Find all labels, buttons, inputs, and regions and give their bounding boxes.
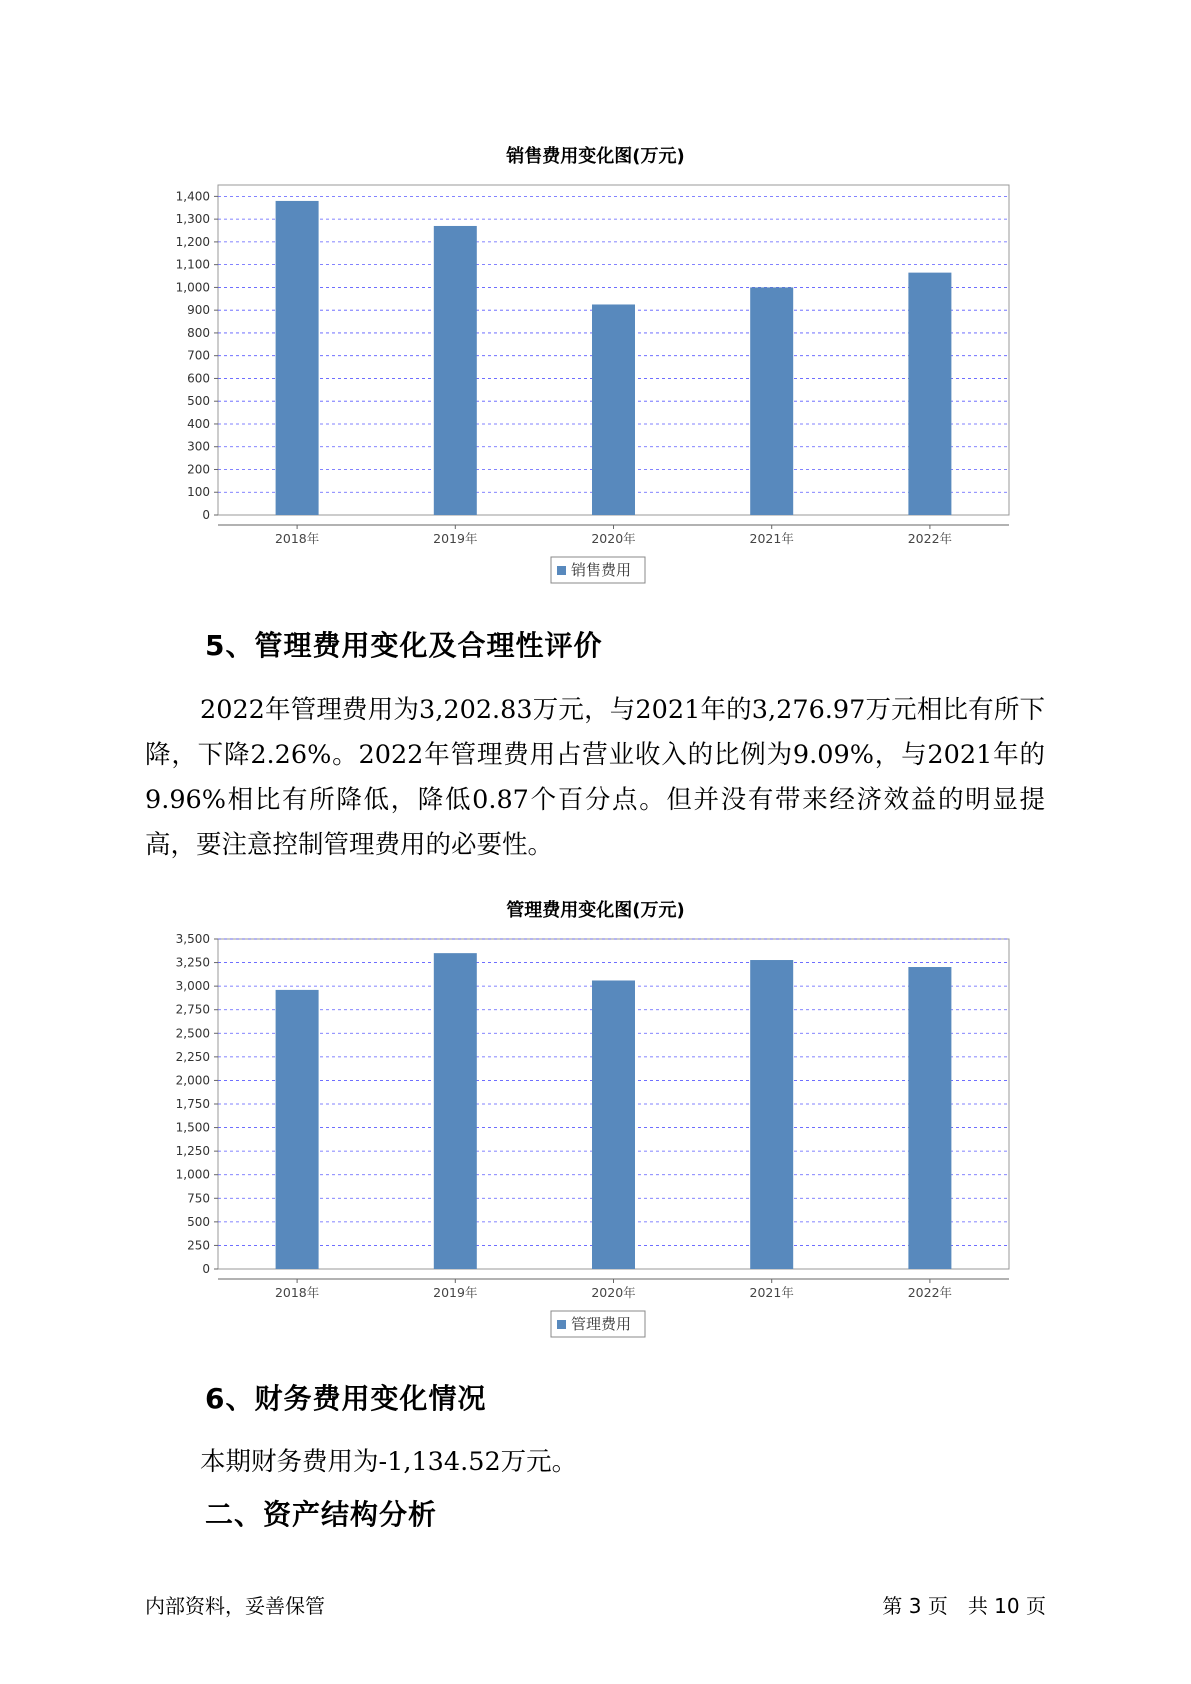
bar-2020年 (592, 304, 635, 515)
y-tick-label: 2,750 (175, 1002, 210, 1017)
x-tick-label: 2020年 (591, 531, 636, 546)
bar-2019年 (434, 953, 477, 1269)
x-tick-label: 2018年 (274, 1285, 320, 1300)
bar-2022年 (908, 273, 951, 515)
y-tick-label: 300 (187, 439, 210, 454)
x-tick-label: 2022年 (907, 531, 953, 546)
x-tick-label: 2021年 (749, 531, 794, 546)
y-tick-label: 1,300 (175, 212, 210, 227)
footer-page-number: 第 3 页 共 10 页 (882, 1594, 1046, 1618)
section-6-paragraph: 本期财务费用为-1,134.52万元。 (200, 1447, 578, 1477)
y-tick-label: 250 (187, 1238, 210, 1253)
y-tick-label: 750 (187, 1191, 210, 1206)
y-tick-label: 2,500 (175, 1026, 210, 1041)
y-tick-label: 400 (187, 416, 210, 431)
x-tick-label: 2020年 (591, 1285, 636, 1300)
y-tick-label: 1,250 (175, 1144, 210, 1159)
y-tick-label: 3,250 (175, 955, 210, 970)
bar-2021年 (750, 287, 793, 515)
y-tick-label: 1,750 (175, 1097, 210, 1111)
y-tick-label: 800 (187, 325, 210, 340)
legend-label: 销售费用 (571, 561, 632, 579)
y-tick-label: 500 (187, 394, 210, 409)
y-tick-label: 500 (187, 1214, 210, 1229)
y-tick-label: 2,000 (175, 1073, 210, 1088)
y-tick-label: 2,250 (175, 1049, 210, 1064)
x-tick-label: 2019年 (433, 531, 478, 546)
x-tick-label: 2022年 (907, 1285, 953, 1300)
section-6-heading: 6、财务费用变化情况 (205, 1382, 487, 1415)
bar-2020年 (592, 980, 635, 1269)
footer-confidential-note: 内部资料，妥善保管 (145, 1594, 325, 1618)
y-tick-label: 1,000 (175, 280, 210, 295)
y-tick-label: 900 (187, 303, 210, 318)
admin-expense-chart-title: 管理费用变化图(万元) (506, 900, 685, 921)
y-tick-label: 3,000 (175, 979, 210, 994)
y-tick-label: 1,000 (175, 1167, 210, 1182)
bar-2022年 (908, 967, 951, 1269)
bar-2018年 (276, 201, 319, 515)
y-tick-label: 100 (187, 485, 210, 500)
section-5-paragraph: 2022年管理费用为3,202.83万元，与2021年的3,276.97万元相比有所下降，下降2.26%。2022年管理费用占营业收入的比例为9.09%，与2021年的9.96%相比有所降低，降低0.87个百分点。但并没有带来经济效益的明显提高，要注意控制管理费用的必要性。 (145, 695, 1045, 860)
bar-2019年 (434, 226, 477, 515)
y-tick-label: 1,400 (175, 189, 210, 204)
y-tick-label: 3,500 (175, 932, 210, 946)
y-tick-label: 600 (187, 371, 210, 386)
y-tick-label: 1,500 (175, 1120, 210, 1135)
legend-label: 管理费用 (571, 1315, 632, 1333)
y-tick-label: 200 (187, 462, 210, 477)
bar-2021年 (750, 960, 793, 1269)
legend-swatch (557, 566, 566, 575)
sales-expense-chart-title: 销售费用变化图(万元) (506, 146, 685, 167)
y-tick-label: 0 (202, 508, 210, 522)
legend-swatch (557, 1320, 566, 1329)
sales-expense-chart (0, 165, 1191, 585)
admin-expense-chart (0, 919, 1191, 1339)
x-tick-label: 2021年 (749, 1285, 794, 1300)
section-two-heading: 二、资产结构分析 (205, 1498, 438, 1531)
bar-2018年 (276, 990, 319, 1269)
x-tick-label: 2019年 (433, 1285, 478, 1300)
y-tick-label: 1,200 (175, 234, 210, 249)
y-tick-label: 1,100 (175, 257, 210, 272)
x-tick-label: 2018年 (274, 531, 320, 546)
y-tick-label: 700 (187, 348, 210, 363)
section-5-heading: 5、管理费用变化及合理性评价 (205, 629, 603, 662)
y-tick-label: 0 (202, 1262, 210, 1276)
